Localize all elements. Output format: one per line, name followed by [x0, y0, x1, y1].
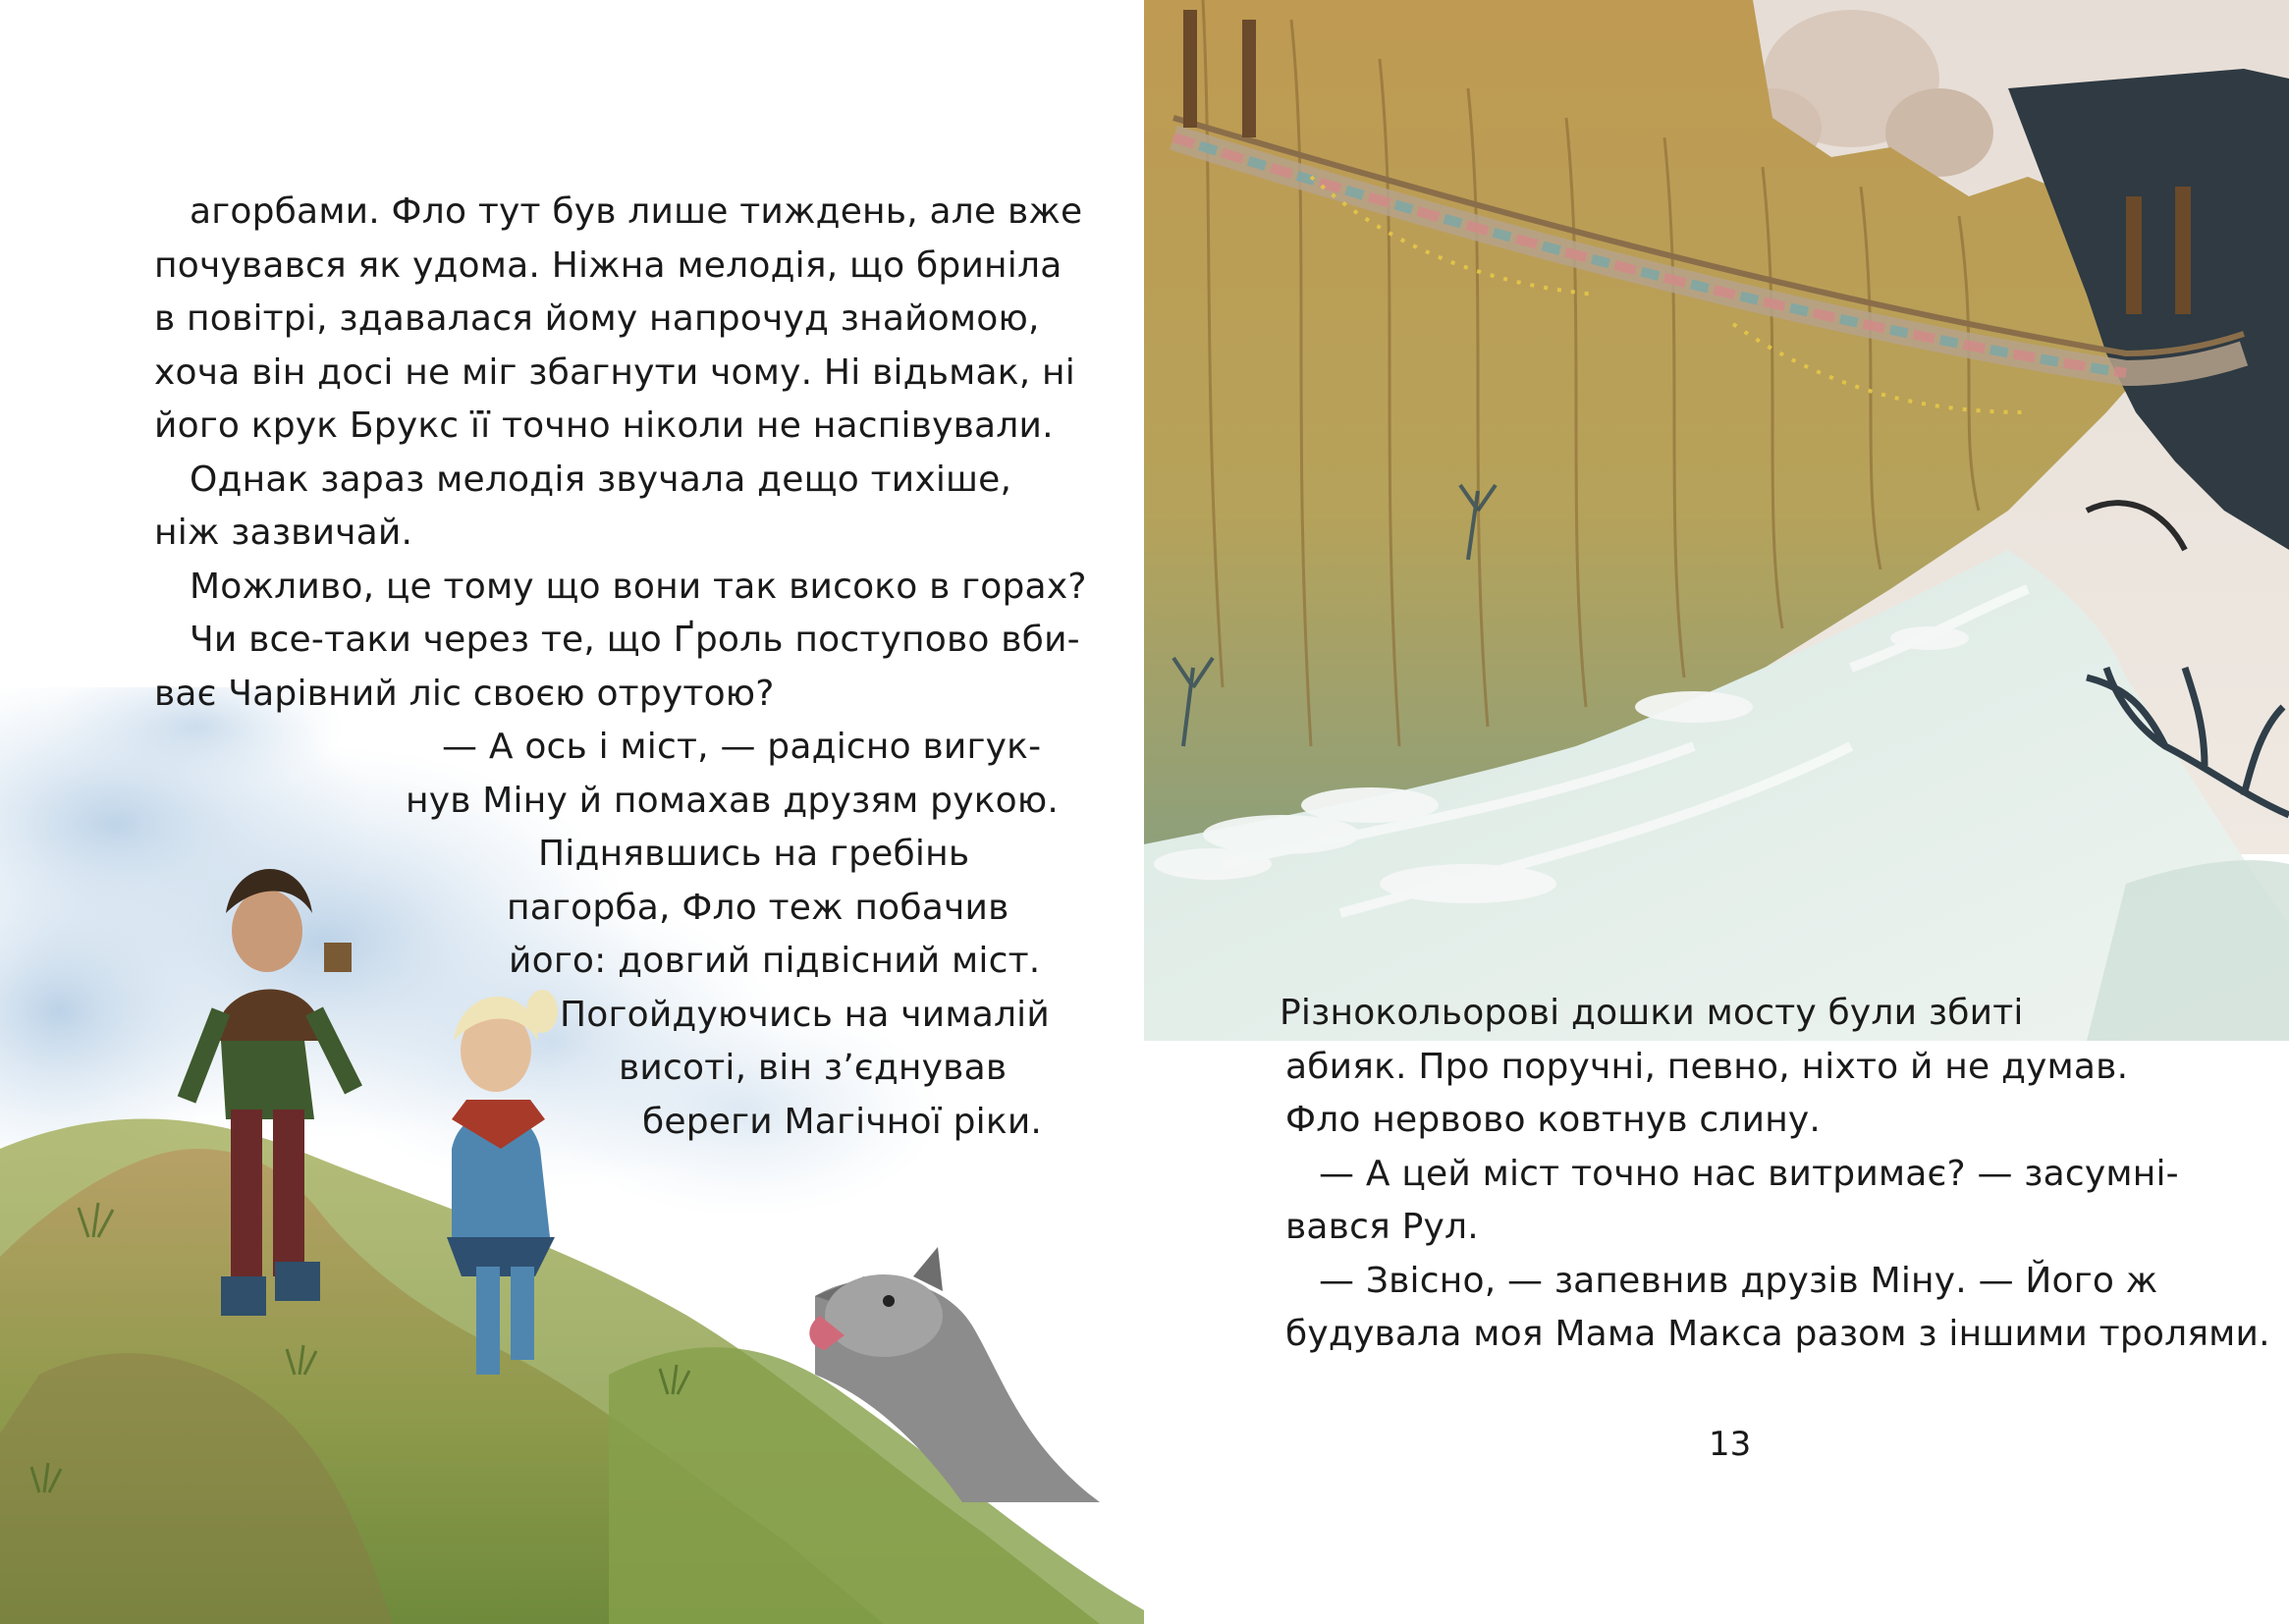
text-line: Погойдуючись на чималій: [560, 995, 1050, 1035]
text-line: Різнокольорові дошки мосту були збиті: [1280, 993, 2024, 1033]
text-line: його: довгий підвісний міст.: [509, 941, 1041, 981]
text-line: нув Міну й помахав друзям рукою.: [406, 781, 1060, 821]
text-line: висоті, він з’єднував: [619, 1048, 1008, 1088]
bridge-illustration-svg: [1144, 0, 2289, 1041]
text-line: вався Рул.: [1285, 1207, 1479, 1247]
text-line: в повітрі, здавалася йому напрочуд знайомою,: [154, 298, 1040, 339]
text-line: Однак зараз мелодія звучала дещо тихіше,: [190, 460, 1012, 500]
text-line: береги Магічної ріки.: [642, 1102, 1043, 1142]
text-line: пагорба, Фло теж побачив: [507, 888, 1009, 928]
text-line: — А ось і міст, — радісно вигук-: [442, 727, 1042, 767]
text-line: хоча він досі не міг збагнути чому. Ні відьмак, ні: [154, 352, 1075, 393]
text-line: агорбами. Фло тут був лише тиждень, але вже: [190, 191, 1083, 232]
text-line: ває Чарівний ліс своєю отрутою?: [154, 674, 775, 714]
text-line: абияк. Про поручні, певно, ніхто й не думав.: [1285, 1047, 2129, 1087]
text-line: — А цей міст точно нас витримає? — засумні-: [1319, 1154, 2179, 1194]
text-line: ніж зазвичай.: [154, 513, 413, 553]
right-illustration-bridge-canyon: [1144, 0, 2289, 1041]
text-line: будувала моя Мама Макса разом з іншими тролями.: [1285, 1314, 2270, 1354]
text-line: Чи все-таки через те, що Ґроль поступово вби-: [190, 620, 1080, 660]
text-line: його крук Брукс її точно ніколи не наспівували.: [154, 406, 1054, 446]
text-line: Можливо, це тому що вони так високо в горах?: [190, 567, 1087, 607]
text-line: — Звісно, — запевнив друзів Міну. — Його ж: [1319, 1261, 2158, 1301]
text-line: Піднявшись на гребінь: [538, 834, 970, 874]
text-line: почувався як удома. Ніжна мелодія, що бриніла: [154, 245, 1063, 286]
left-page: [0, 0, 1144, 1624]
text-line: Фло нервово ковтнув слину.: [1285, 1100, 1822, 1140]
right-page: [1144, 0, 2289, 1624]
page-number: 13: [1709, 1425, 1752, 1464]
